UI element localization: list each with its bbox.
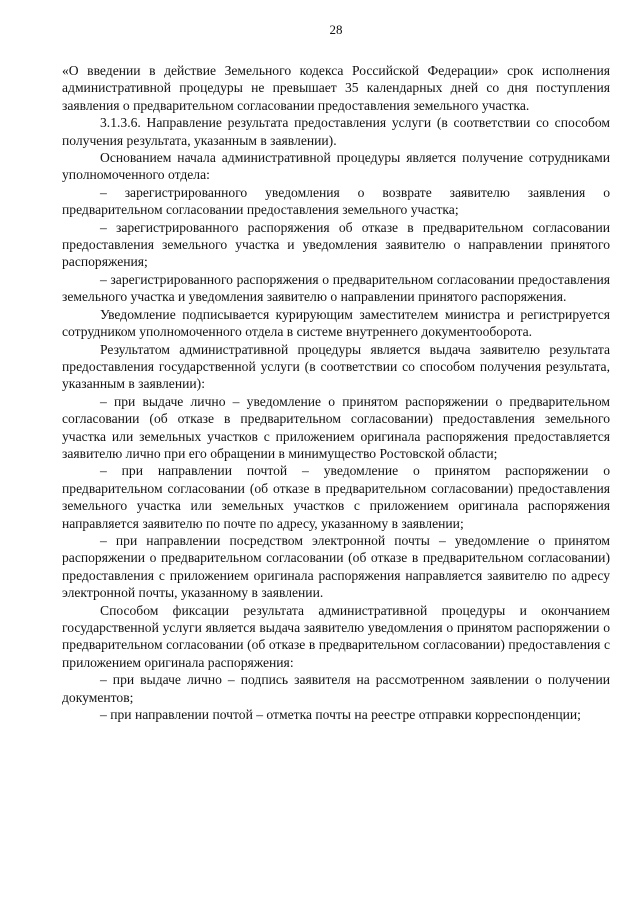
list-item: – при направлении посредством электронной почты – уведомление о принятом распоряжении о предварительном согласовании (об отказе в предварительном согласовании) предоставления с приложением оригинала распоряжения направляется заявителю по адресу электронной почты, указанному в заявлении. <box>62 532 610 601</box>
list-item: – при выдаче лично – подпись заявителя на рассмотренном заявлении о получении документов; <box>62 672 610 705</box>
paragraph-section-heading: 3.1.3.6. Направление результата предоставления услуги (в соответствии со способом получения результата, указанным в заявлении). <box>62 115 610 148</box>
list-item: – при выдаче лично – уведомление о принятом распоряжении о предварительном согласовании (об отказе в предварительном согласовании) предоставления земельного участка или земельных участков с приложением оригинала распоряжения предоставляется заявителю лично при его обращении в минимущество Ростовской области; <box>62 393 610 461</box>
paragraph-signing: Уведомление подписывается курирующим заместителем министра и регистрируется сотрудником уполномоченного отдела в системе внутреннего документооборота. <box>62 306 610 340</box>
paragraph-law-reference: «О введении в действие Земельного кодекса Российской Федерации» срок исполнения административной процедуры не превышает 35 календарных дней со дня поступления заявления о предварительном согласовании предоставления земельного участка. <box>62 63 610 113</box>
paragraph-fixation: Способом фиксации результата административной процедуры и окончанием государственной услуги является выдача заявителю уведомления о принятом распоряжении о предварительном согласовании (об отказе в предварительном согласовании) предоставления с приложением оригинала распоряжения: <box>62 602 610 670</box>
paragraph-result: Результатом административной процедуры является выдача заявителю результата предоставления государственной услуги (в соответствии со способом получения результата, указанным в заявлении): <box>62 341 610 392</box>
list-item: – при направлении почтой – отметка почты на реестре отправки корреспонденции; <box>100 707 581 723</box>
paragraph-basis: Основанием начала административной процедуры является получение сотрудниками уполномоченного отдела: <box>62 150 610 183</box>
list-item: – зарегистрированного распоряжения о предварительном согласовании предоставления земельного участка и уведомления заявителю о направлении принятого распоряжения. <box>62 271 610 305</box>
list-item: – при направлении почтой – уведомление о принятом распоряжении о предварительном согласовании (об отказе в предварительном согласовании) предоставления земельного участка или земельных участков с приложением оригинала распоряжения направляется заявителю по почте по адресу, указанному в заявлении; <box>62 463 610 531</box>
page-number: 28 <box>329 22 343 37</box>
list-item: – зарегистрированного уведомления о возврате заявителю заявления о предварительном согласовании предоставления земельного участка; <box>62 184 610 218</box>
list-item: – зарегистрированного распоряжения об отказе в предварительном согласовании предоставления земельного участка и уведомления заявителю о направлении принятого распоряжения; <box>62 219 610 270</box>
